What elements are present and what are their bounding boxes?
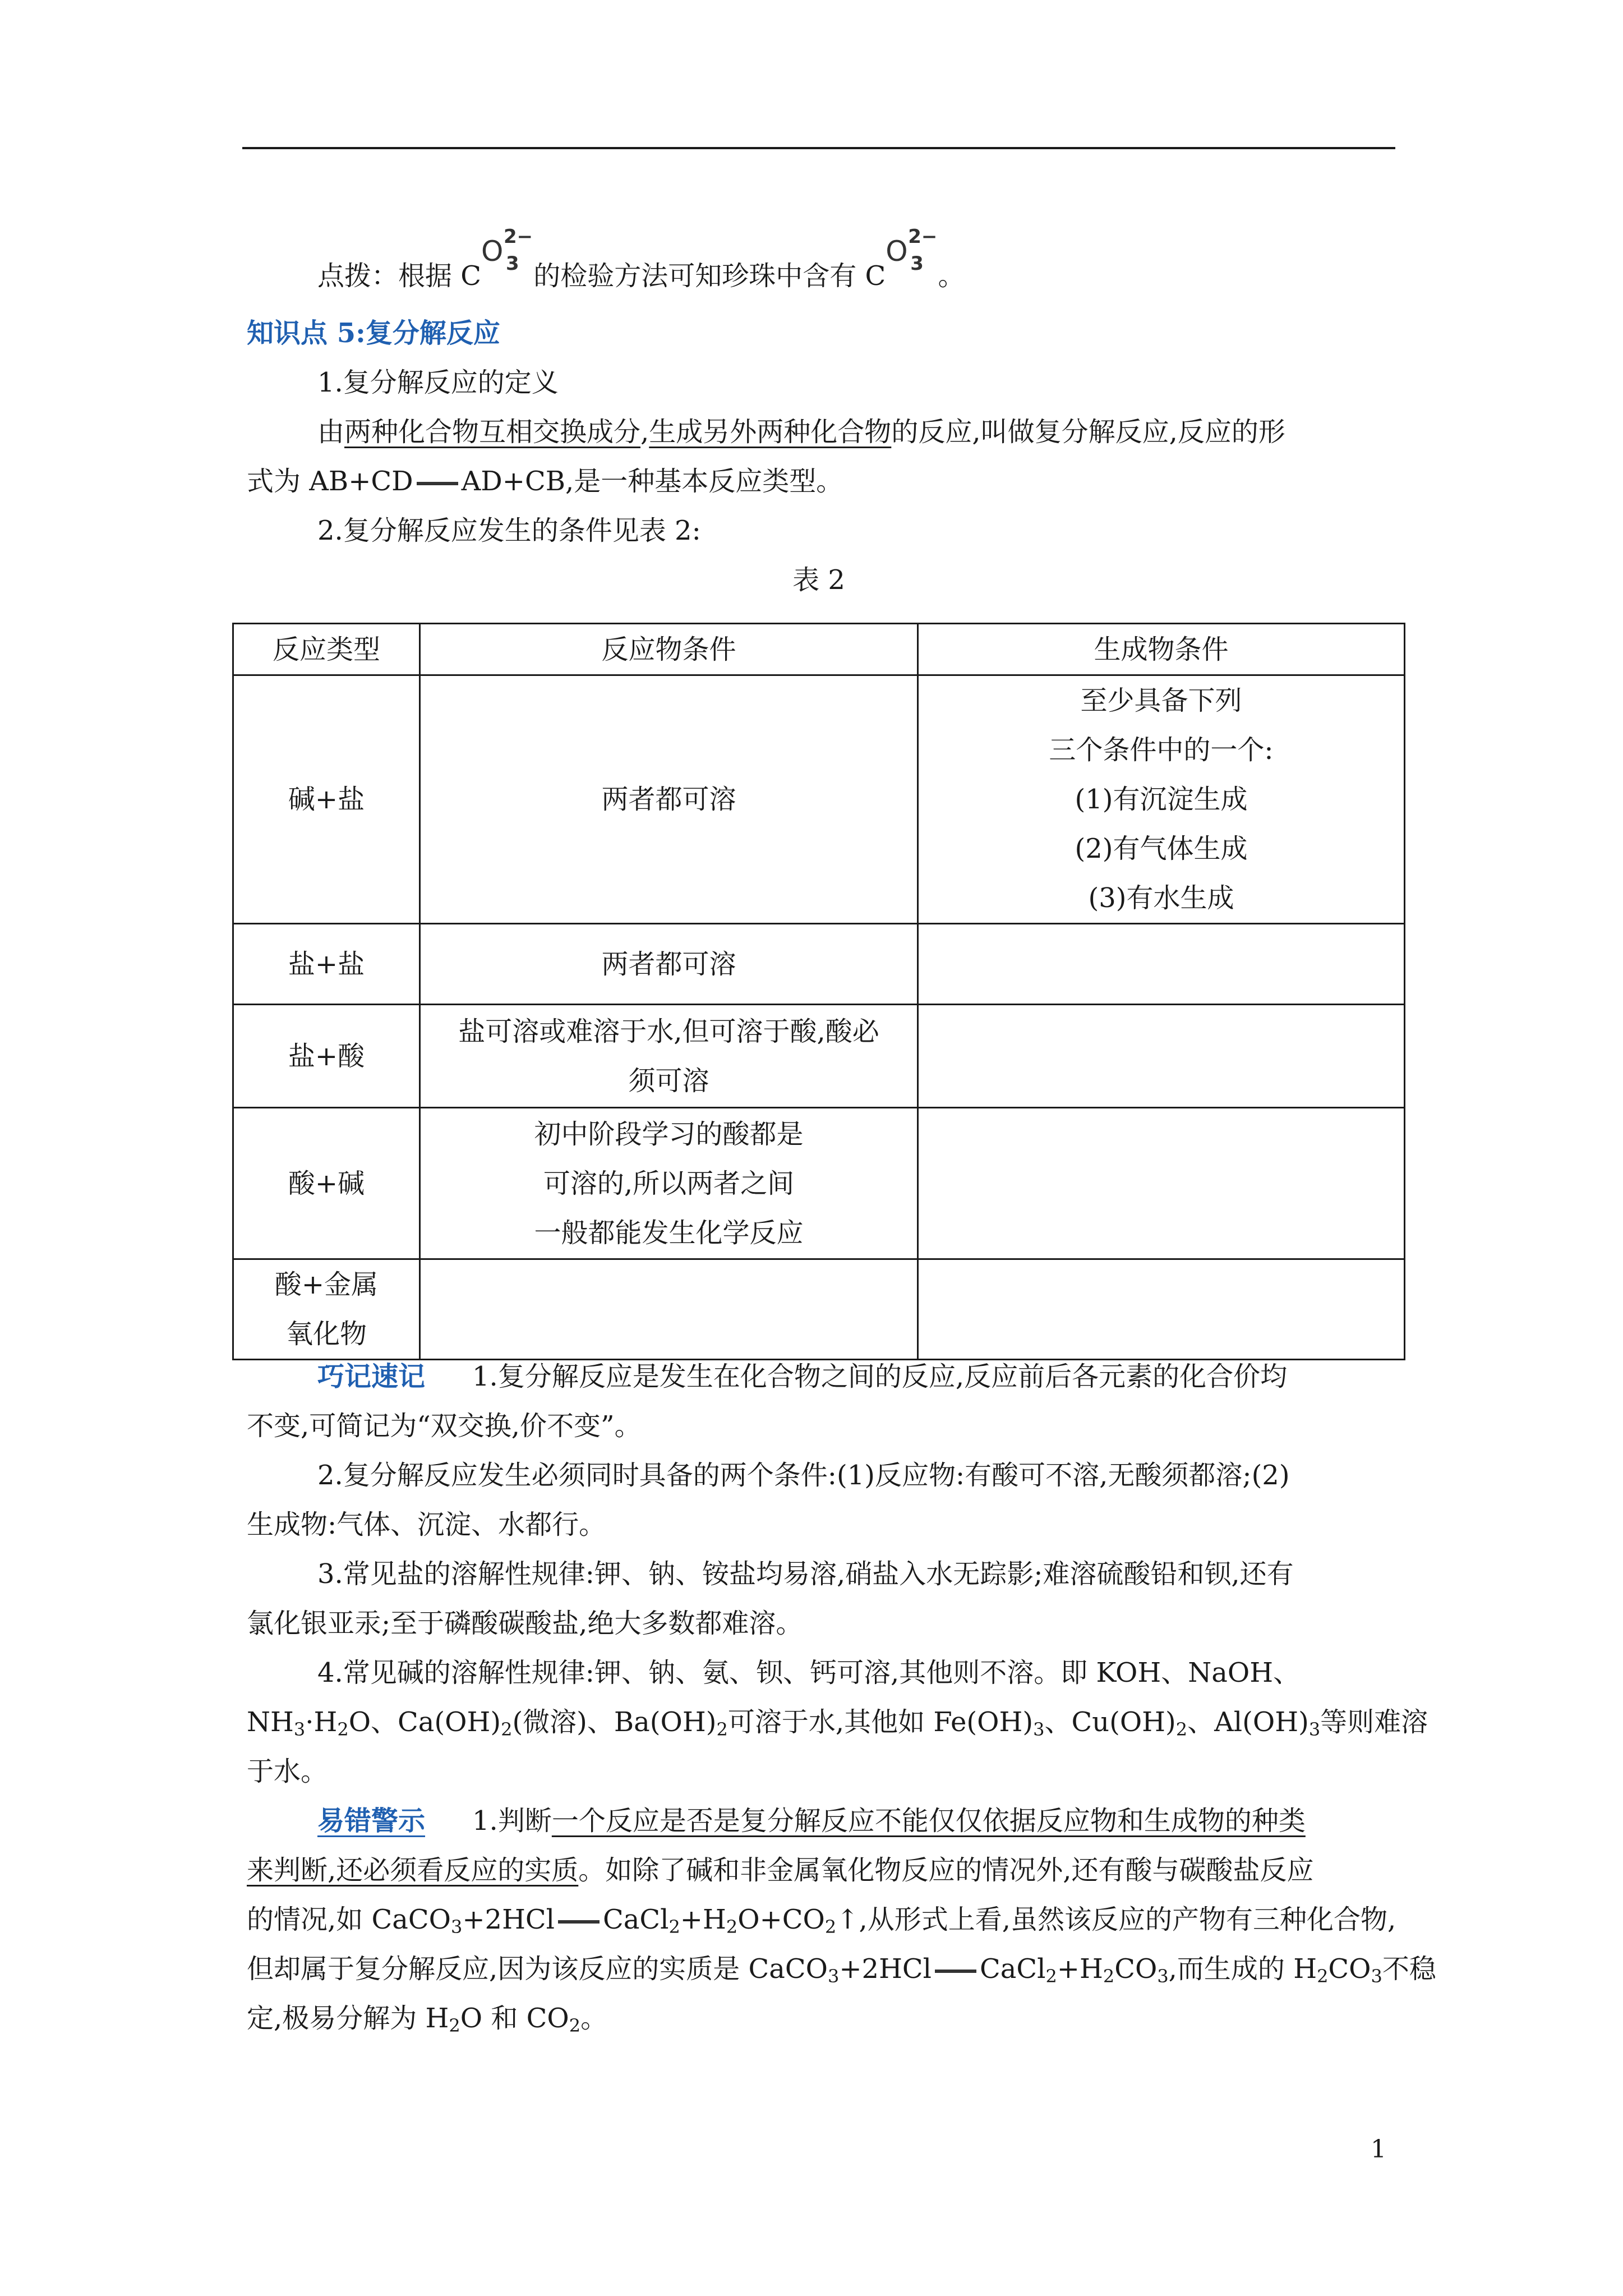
table-row bbox=[233, 924, 1405, 1005]
cell-type: 盐+酸 bbox=[233, 1005, 420, 1108]
memo-line-2: 不变,可简记为“双交换,价不变”。 bbox=[247, 1410, 642, 1442]
table-row bbox=[233, 675, 1405, 924]
underlined-term-2: 生成另外两种化合物 bbox=[649, 416, 892, 448]
cell-type: 酸+碱 bbox=[233, 1108, 420, 1259]
definition-line-2: 式为 AB+CD AD+CB,是一种基本反应类型。 bbox=[247, 466, 843, 497]
cell-product: 至少具备下列 三个条件中的一个: (1)有沉淀生成 (2)有气体生成 (3)有水生成 bbox=[918, 675, 1405, 924]
cell-reactant: 初中阶段学习的酸都是 可溶的,所以两者之间 一般都能发生化学反应 bbox=[420, 1108, 918, 1259]
cell-reactant: 盐可溶或难溶于水,但可溶于酸,酸必 须可溶 bbox=[420, 1005, 918, 1108]
memo-line-6: 氯化银亚汞;至于磷酸碳酸盐,绝大多数都难溶。 bbox=[247, 1608, 803, 1639]
table-header-row bbox=[233, 624, 1405, 675]
document-body bbox=[247, 226, 1391, 605]
header-product-condition: 生成物条件 bbox=[918, 624, 1405, 675]
warning-line-3: 的情况,如 CaCO$_3$+2HCl $CaCl_2+H_2O+CO_2↑$,从形式上看,虽然该反应的产物有三种化合物, bbox=[247, 1904, 1396, 1938]
warning-line-1: 易错警示 1.判断一个反应是否是复分解反应不能仅仅依据反应物和生成物的种类 bbox=[317, 1805, 1306, 1837]
warning-line-4: 但却属于复分解反应,因为该反应的实质是 CaCO$_3$+2HCl $CaCl_2+H_2CO_3$,而生成的 $H_2CO_3$不稳 bbox=[247, 1953, 1436, 1987]
definition-line-1: 由两种化合物互相交换成分,生成另外两种化合物的反应,叫做复分解反应,反应的形 bbox=[317, 416, 1285, 448]
memo-line-5: 3.常见盐的溶解性规律:钾、钠、铵盐均易溶,硝盐入水无踪影;难溶硫酸铅和钡,还有 bbox=[317, 1558, 1294, 1590]
table-row bbox=[233, 1108, 1405, 1259]
cell-type: 碱+盐 bbox=[233, 675, 420, 924]
definition-title: 1.复分解反应的定义 bbox=[317, 367, 559, 398]
memo-line-9: 于水。 bbox=[247, 1756, 328, 1787]
conditions-intro: 2.复分解反应发生的条件见表 2: bbox=[317, 515, 701, 546]
cell-type: 酸+金属 氧化物 bbox=[233, 1259, 420, 1360]
memo-label: 巧记速记 bbox=[317, 1361, 426, 1392]
cell-reactant: 两者都可溶 bbox=[420, 924, 918, 1005]
table-caption: 表 2 bbox=[792, 564, 845, 596]
cell-product bbox=[918, 1259, 1405, 1360]
page-number: 1 bbox=[1371, 2135, 1386, 2164]
memo-line-4: 生成物:气体、沉淀、水都行。 bbox=[247, 1509, 606, 1540]
table-row bbox=[233, 1005, 1405, 1108]
warning-line-5: 定,极易分解为 $H_2O$ 和 $CO_2$。 bbox=[247, 2003, 608, 2036]
section-title: 知识点 5:复分解反应 bbox=[247, 318, 500, 349]
hint-text-1: 点拨：根据 C bbox=[317, 260, 481, 292]
cell-product bbox=[918, 924, 1405, 1005]
header-reactant-condition: 反应物条件 bbox=[420, 624, 918, 675]
conditions-table bbox=[232, 623, 1405, 1360]
underlined-term-1: 两种化合物互相交换成分 bbox=[344, 416, 641, 448]
hint-text-2: 的检验方法可知珍珠中含有 C bbox=[525, 260, 886, 292]
cell-reactant: 两者都可溶 bbox=[420, 675, 918, 924]
memo-line-3: 2.复分解反应发生必须同时具备的两个条件:(1)反应物:有酸可不溶,无酸须都溶;(2) bbox=[317, 1460, 1290, 1491]
notes-section bbox=[247, 1352, 1436, 2043]
memo-line-7: 4.常见碱的溶解性规律:钾、钠、氨、钡、钙可溶,其他则不溶。即 KOH、NaOH、 bbox=[317, 1657, 1301, 1688]
header-rule bbox=[242, 147, 1395, 149]
cell-product bbox=[918, 1005, 1405, 1108]
memo-line-1: 巧记速记 1.复分解反应是发生在化合物之间的反应,反应前后各元素的化合价均 bbox=[317, 1361, 1288, 1392]
warning-label: 易错警示 bbox=[317, 1805, 426, 1837]
reaction-equals-sign bbox=[417, 482, 458, 485]
memo-line-8: $NH_3\cdot H_2O$、$Ca(OH)_2$(微溶)、$Ba(OH)_2$可溶于水,其他如 $Fe(OH)_3$、$Cu(OH)_2$、$Al(OH)_3$等则难溶 bbox=[247, 1706, 1428, 1740]
warning-line-2: 来判断,还必须看反应的实质。如除了碱和非金属氧化物反应的情况外,还有酸与碳酸盐反应 bbox=[247, 1855, 1314, 1886]
cell-type: 盐+盐 bbox=[233, 924, 420, 1005]
carbonate-ion-formula: O 2− 3 bbox=[481, 226, 533, 275]
reaction-equals-sign bbox=[935, 1970, 976, 1973]
reaction-equals-sign bbox=[558, 1920, 600, 1924]
hint-paragraph bbox=[247, 226, 1391, 301]
table-row bbox=[233, 1259, 1405, 1360]
header-reaction-type: 反应类型 bbox=[233, 624, 420, 675]
hint-text-3: 。 bbox=[929, 260, 965, 292]
carbonate-ion-formula-2: O 2− 3 bbox=[886, 226, 938, 275]
cell-product bbox=[918, 1108, 1405, 1259]
cell-reactant bbox=[420, 1259, 918, 1360]
